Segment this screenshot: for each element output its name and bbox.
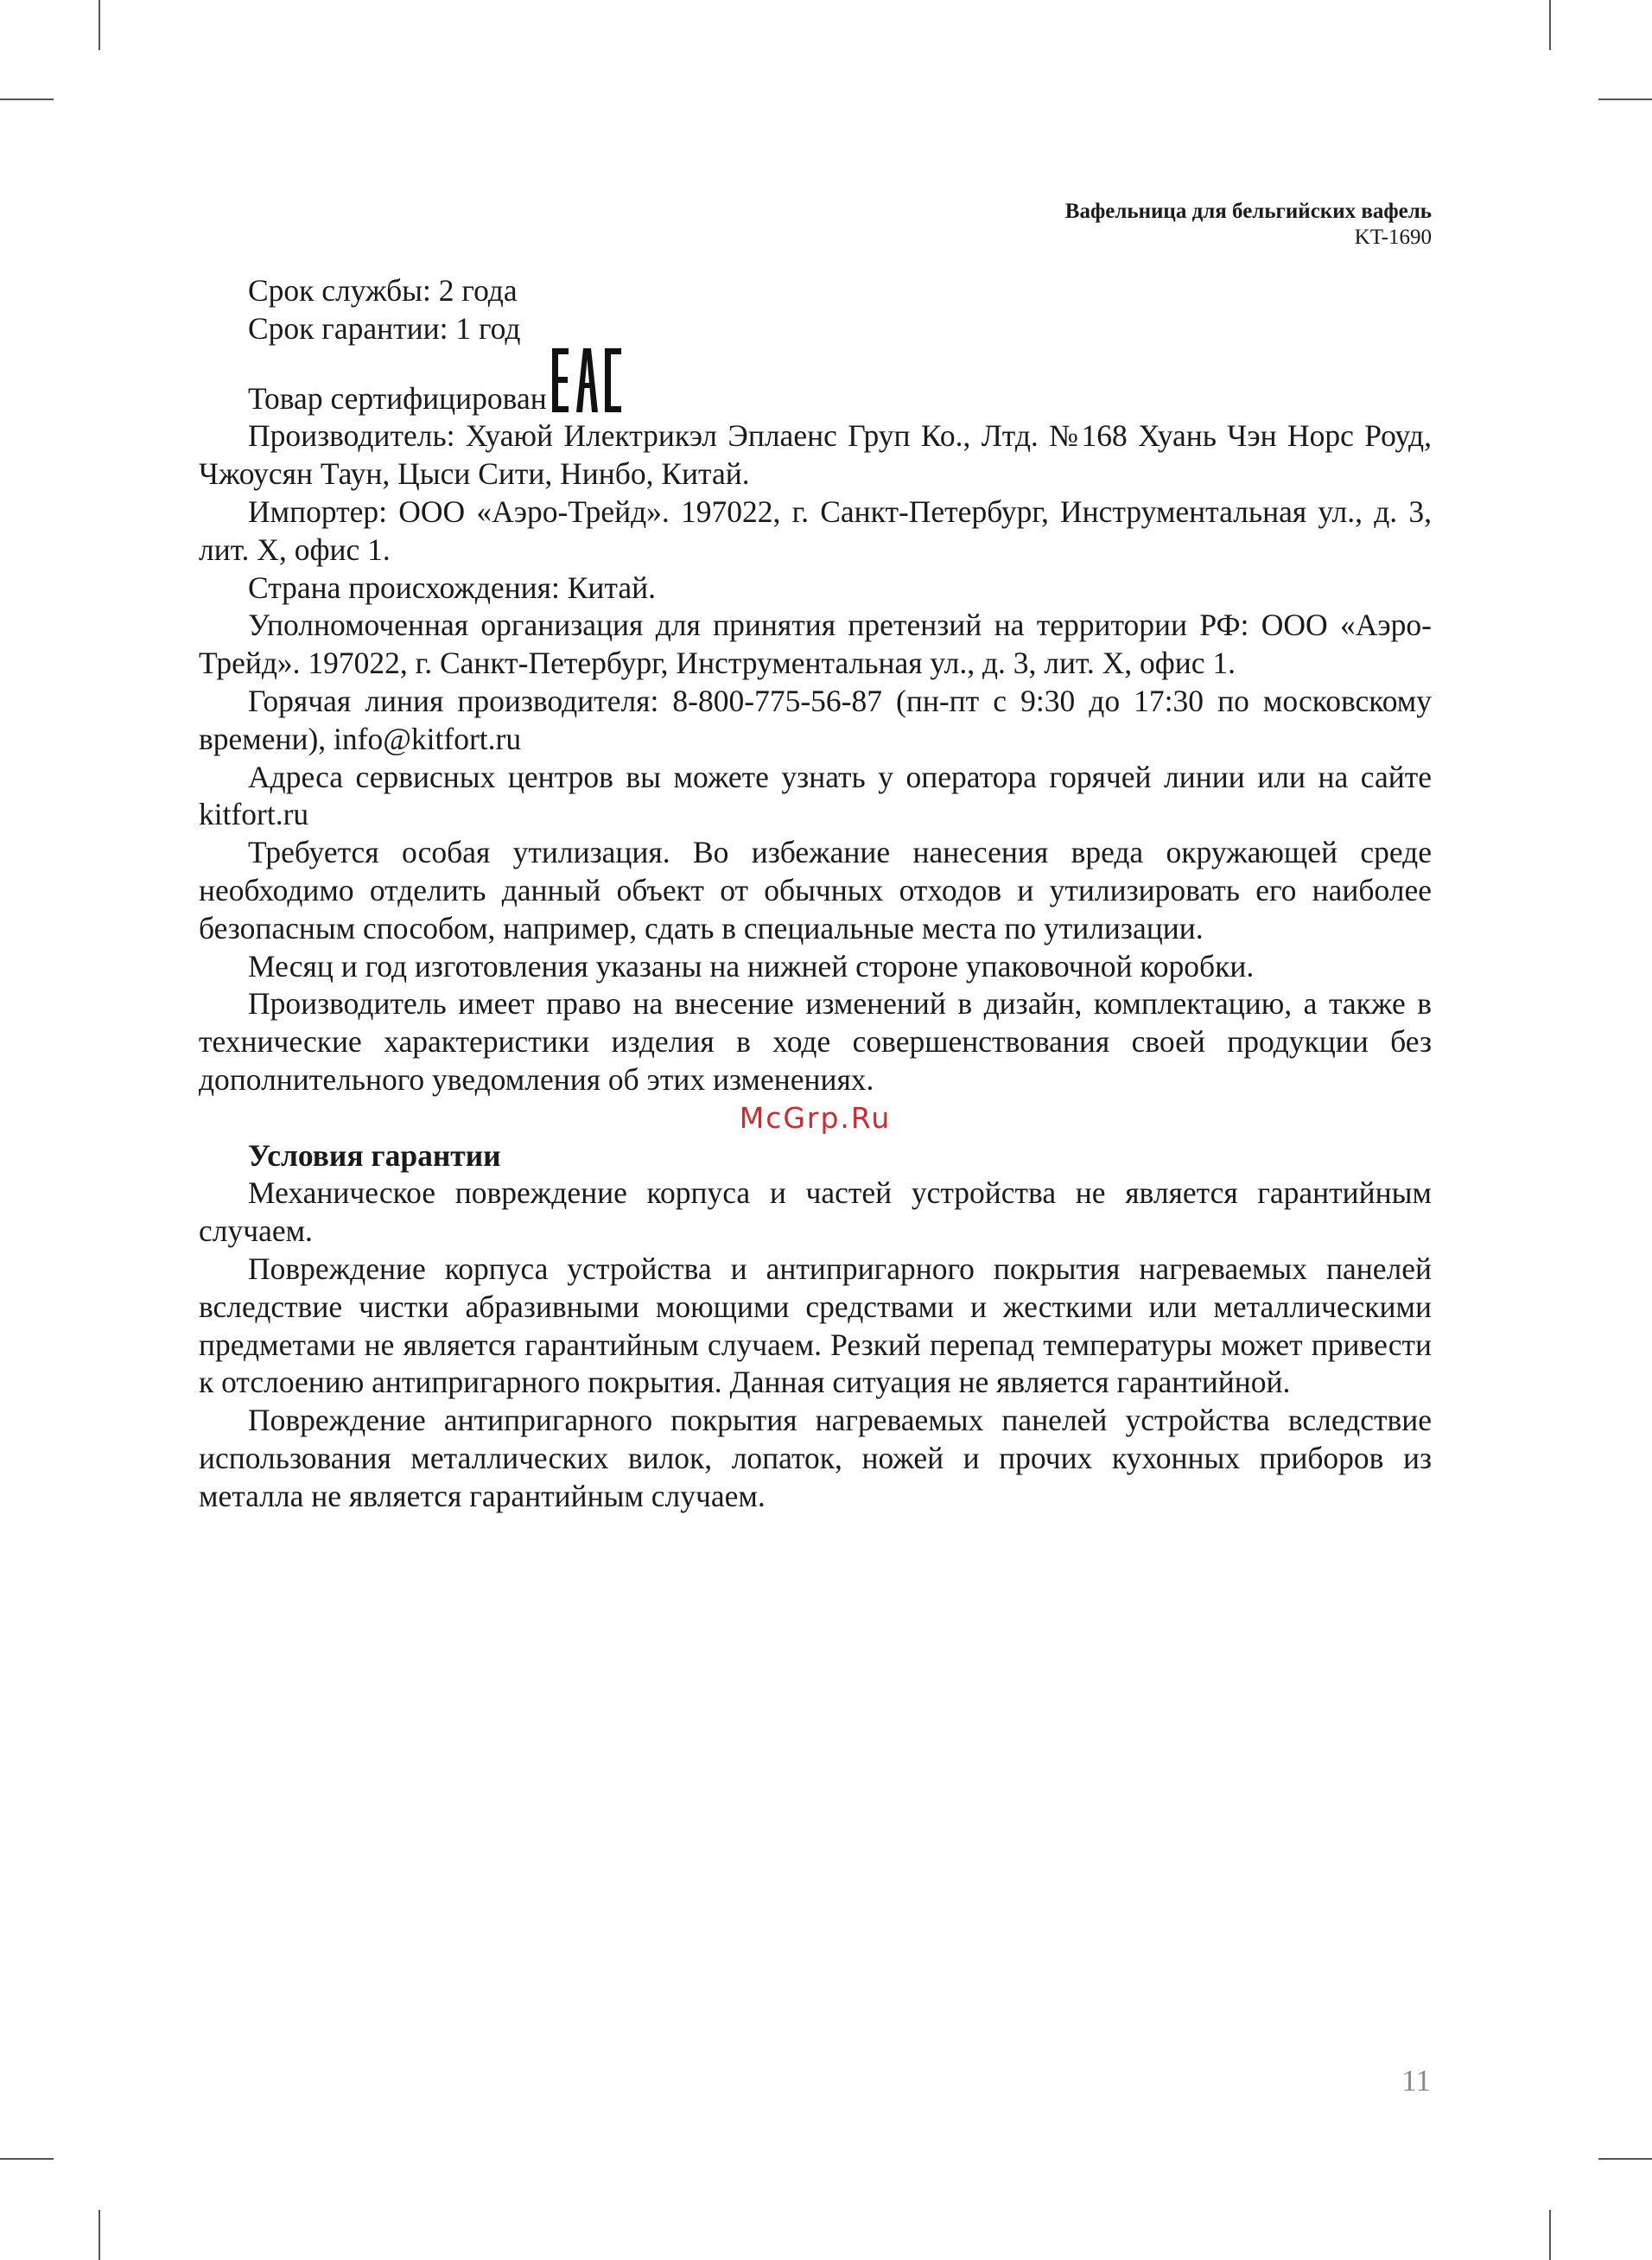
certified-text: Товар сертифицирован [248, 380, 547, 416]
country-of-origin: Страна происхождения: Китай. [248, 570, 657, 605]
certification-line [199, 348, 1432, 418]
crop-mark [0, 99, 54, 100]
document-body [199, 272, 1432, 1516]
crop-mark [98, 2210, 100, 2260]
crop-mark [1598, 2158, 1652, 2160]
crop-mark [98, 0, 100, 50]
watermark: McGrp.Ru [739, 1100, 892, 1135]
warranty-paragraph: Механическое повреждение корпуса и частей устройства не является гарантийным случаем. [199, 1175, 1432, 1249]
crop-mark [1549, 0, 1551, 50]
manufacture-date-info: Месяц и год изготовления указаны на нижней стороне упаковочной коробки. [248, 948, 1255, 984]
header-model: KT-1690 [1354, 226, 1432, 249]
warranty-period: Срок гарантии: 1 год [248, 310, 521, 346]
authorized-organization: Уполномоченная организация для принятия претензий на территории РФ: ООО «Аэро-Трейд». 197022, г. Санкт-Петербург, Инструментальная ул., д. 3, лит. Х, офис 1. [199, 608, 1432, 681]
warranty-section-title: Условия гарантии [248, 1137, 501, 1173]
manufacturer-info: Производитель: Хуаюй Илектрикэл Эплаенс Груп Ко., Лтд. №168 Хуань Чэн Норс Роуд, Чжоусян Таун, Цыси Сити, Нинбо, Китай. [199, 418, 1432, 492]
header-title: Вафельница для бельгийских вафель [1064, 200, 1432, 223]
disposal-info: Требуется особая утилизация. Во избежание нанесения вреда окружающей среде необходимо отделить данный объект от обычных отходов и утилизировать его наиболее безопасным способом, например, сдать в специальные места по утилизации. [199, 835, 1432, 945]
crop-mark [1598, 99, 1652, 100]
hotline-info: Горячая линия производителя: 8-800-775-56-87 (пн-пт с 9:30 до 17:30 по московскому времени), info@kitfort.ru [199, 683, 1432, 756]
eac-mark-icon [552, 348, 621, 412]
crop-mark [0, 2158, 54, 2160]
running-header [1065, 199, 1432, 251]
service-life: Срок службы: 2 года [248, 273, 518, 308]
importer-info: Импортер: ООО «Аэро-Трейд». 197022, г. Санкт-Петербург, Инструментальная ул., д. 3, лит. Х, офис 1. [199, 493, 1432, 567]
page-number: 11 [1401, 2064, 1431, 2098]
changes-notice: Производитель имеет право на внесение изменений в дизайн, комплектацию, а также в технические характеристики изделия в ходе совершенствования своей продукции без дополнительного уведомления об этих изменениях. [199, 986, 1432, 1097]
warranty-paragraph: Повреждение антипригарного покрытия нагреваемых панелей устройства вследствие использования металлических вилок, лопаток, ножей и прочих кухонных приборов из металла не является гарантийным случаем. [199, 1403, 1432, 1513]
crop-mark [1549, 2210, 1551, 2260]
warranty-paragraph: Повреждение корпуса устройства и антипригарного покрытия нагреваемых панелей вследствие чистки абразивными моющими средствами и жесткими или металлическими предметами не является гарантийным случаем. Резкий перепад температуры может привести к отслоению антипригарного покрытия. Данная ситуация не является гарантийной. [199, 1251, 1432, 1400]
service-centers-info: Адреса сервисных центров вы можете узнать у оператора горячей линии или на сайте kitfort.ru [199, 759, 1432, 832]
